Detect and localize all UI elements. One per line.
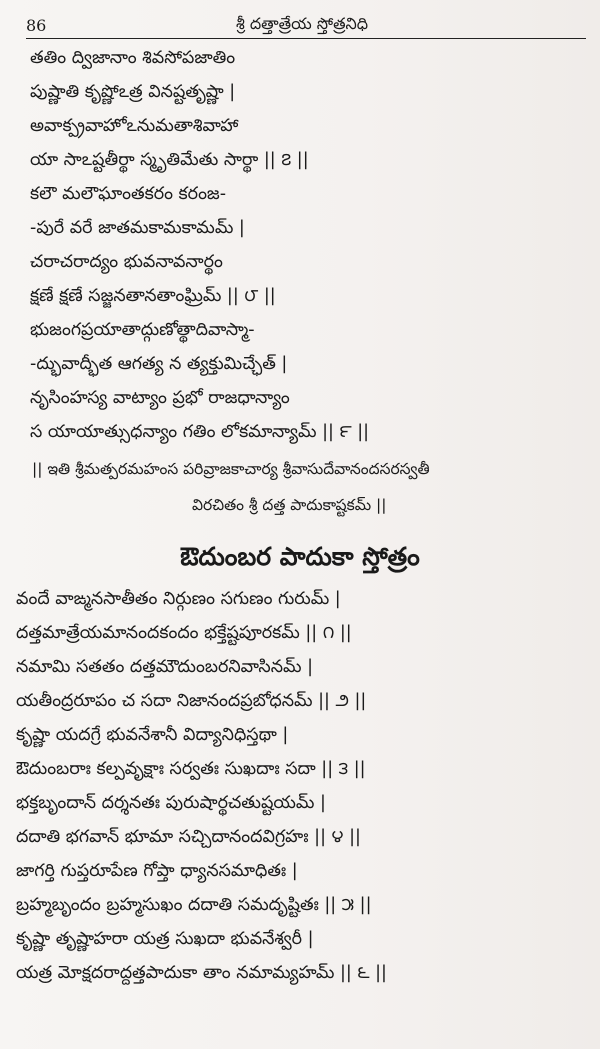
colophon-line: || ఇతి శ్రీమత్పరమహంస పరివ్రాజకాచార్య శ్రీవాసుదేవానందసరస్వతీ <box>32 460 430 478</box>
verse-line: భక్తబృందాన్ దర్శనతః పురుషార్థచతుష్టయమ్ | <box>16 793 326 813</box>
verse-line: స యాయాత్సుధన్యాం గతిం లోకమాన్యామ్ || ౯ || <box>30 422 370 442</box>
verse-line: నమామి సతతం దత్తమౌదుంబరనివాసినమ్ | <box>16 657 313 677</box>
verse-line: క్షణే క్షణే సజ్జనతానతాంఘ్రిమ్ || ౮ || <box>30 286 276 306</box>
header-rule <box>26 38 586 39</box>
verse-line: యత్ర మోక్షదరాద్దత్తపాదుకా తాం నమామ్యహమ్ || ౬ || <box>16 963 387 983</box>
verse-line: వందే వాఙ్మనసాతీతం నిర్గుణం సగుణం గురుమ్ | <box>16 589 341 609</box>
verse-line: నృసింహస్య వాట్యాం ప్రభో రాజధాన్యాం <box>30 388 290 408</box>
running-title: శ్రీ దత్తాత్రేయ స్తోత్రనిధి <box>236 14 369 33</box>
verse-line: -పురే వరే జాతమకామకామమ్ | <box>30 218 245 238</box>
verse-line: చరాచరాద్యం భువనావనార్థం <box>30 252 223 272</box>
verse-line: యా సాఽష్టతీర్థా స్మృతిమేతు సార్థా || ౭ || <box>30 150 309 170</box>
verse-line: కలౌ మలౌఘాంతకరం కరంజ- <box>30 184 227 204</box>
verse-line: కృష్ణా తృష్ణాహరా యత్ర సుఖదా భువనేశ్వరీ | <box>16 929 314 949</box>
verse-line: అవాక్ప్రవాహోఽనుమతాశివాహా <box>30 116 239 136</box>
verse-line: జాగర్తి గుప్తరూపేణ గోప్తా ధ్యానసమాధితః | <box>16 861 298 881</box>
verse-line: పుష్ణాతి కృష్ణోఽత్ర వినష్టతృష్ణా | <box>30 82 236 102</box>
verse-line: -ద్భువాద్భీత ఆగత్య న త్యక్తుమిచ్ఛేత్ | <box>30 354 288 374</box>
page-header <box>26 10 586 40</box>
colophon-line: విరచితం శ్రీ దత్త పాదుకాష్టకమ్ || <box>192 496 387 514</box>
verse-line: దదాతి భగవాన్ భూమా సచ్చిదానందవిగ్రహః || ౪ || <box>16 827 361 847</box>
verse-line: దత్తమాత్రేయమానందకందం భక్తేష్టపూరకమ్ || ౧ || <box>16 623 352 643</box>
verse-line: బ్రహ్మబృందం బ్రహ్మసుఖం దదాతి సమదృష్టితః || ౫ || <box>16 895 372 915</box>
verse-line: భుజంగప్రయాతాద్గుణోత్థాదివాస్మా- <box>30 320 255 340</box>
page-number: 86 <box>26 16 47 35</box>
verse-line: కృష్ణా యదగ్రే భువనేశానీ విద్యానిధిస్తథా | <box>16 725 289 745</box>
verse-line: యతీంద్రరూపం చ సదా నిజానందప్రబోధనమ్ || ౨ || <box>16 691 367 711</box>
verse-line: ఔదుంబరాః కల్పవృక్షాః సర్వతః సుఖదాః సదా || ౩ || <box>16 759 366 779</box>
section-title: ఔదుంబర పాదుకా స్తోత్రం <box>180 542 420 571</box>
verse-line: తతిం ద్విజానాం శివసోపజాతిం <box>30 48 236 68</box>
